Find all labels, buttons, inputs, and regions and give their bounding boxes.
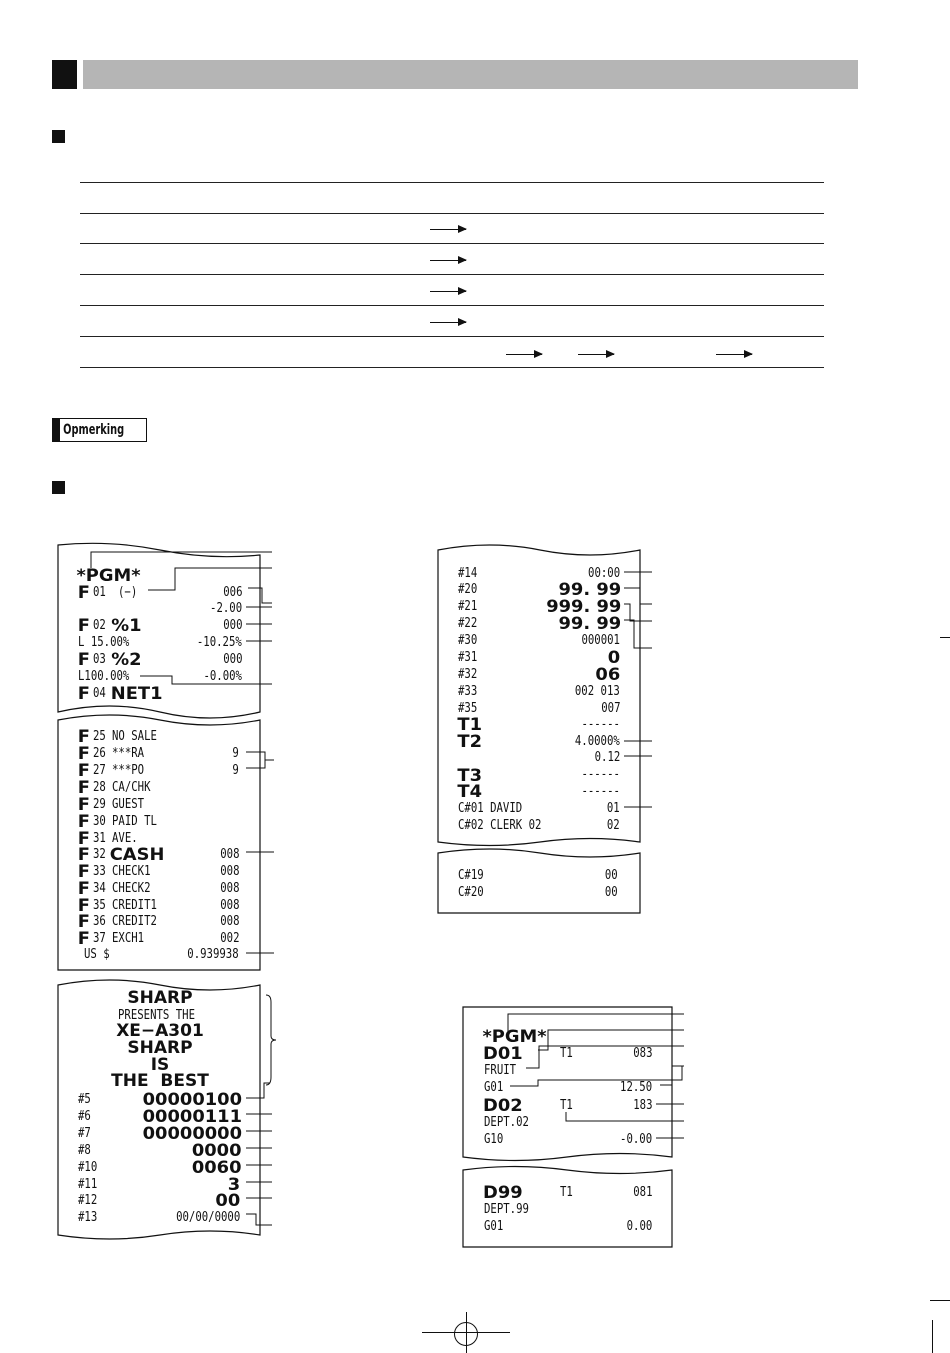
function-code: 29 xyxy=(93,797,106,812)
setting-value: 4.0000% xyxy=(575,734,620,749)
department-value: 183 xyxy=(632,1098,652,1113)
function-code: 01 xyxy=(93,585,106,600)
function-code: 04 xyxy=(93,686,106,701)
setting-code: #35 xyxy=(458,701,478,716)
function-name: L 15.00% xyxy=(78,635,130,650)
clerk-name: C#19 xyxy=(458,868,484,883)
setting-value: 0.12 xyxy=(594,750,620,765)
function-name: %2 xyxy=(111,650,142,670)
clerk-name: C#20 xyxy=(458,885,484,900)
function-name: GUEST xyxy=(112,797,145,812)
setting-value: ------ xyxy=(581,717,620,732)
function-value: 008 xyxy=(219,898,239,913)
setting-code: #10 xyxy=(78,1160,98,1175)
function-key-letter: F xyxy=(77,727,90,747)
function-name: CREDIT2 xyxy=(112,914,157,929)
function-name: ***PO xyxy=(112,763,145,778)
department-price: 0.00 xyxy=(626,1219,652,1234)
setting-code: #12 xyxy=(78,1193,98,1208)
function-code: 32 xyxy=(93,847,106,862)
clerk-code: 00 xyxy=(605,868,618,883)
function-value: 9 xyxy=(232,746,239,761)
function-code: 03 xyxy=(93,652,106,667)
setting-value: 000001 xyxy=(581,633,620,648)
setting-code: #31 xyxy=(458,650,478,665)
function-key-letter: F xyxy=(77,761,90,781)
department-price: 12.50 xyxy=(619,1080,652,1095)
logo-line: SHARP xyxy=(127,988,193,1008)
function-name: NO SALE xyxy=(112,729,157,744)
function-code: 36 xyxy=(93,914,106,929)
department-name: FRUIT xyxy=(484,1063,517,1078)
setting-value: 999. 99 xyxy=(546,597,622,617)
function-key-letter: F xyxy=(77,896,90,916)
tax-status: T1 xyxy=(560,1185,573,1200)
logo-line: XE−A301 xyxy=(116,1021,204,1041)
setting-code: #22 xyxy=(458,616,478,631)
function-code: 02 xyxy=(93,618,106,633)
function-name: ***RA xyxy=(112,746,145,761)
function-code: 25 xyxy=(93,729,106,744)
clerk-code: 02 xyxy=(607,818,620,833)
department-group: G01 xyxy=(484,1080,504,1095)
function-value: 008 xyxy=(219,881,239,896)
function-key-letter: F xyxy=(77,862,90,882)
function-name: NET1 xyxy=(110,684,163,704)
function-key-letter: F xyxy=(77,912,90,932)
tax-status: T1 xyxy=(560,1098,573,1113)
currency-rate: 0.939938 xyxy=(187,947,239,962)
function-key-letter: F xyxy=(77,684,90,704)
function-code: 35 xyxy=(93,898,106,913)
setting-code: #6 xyxy=(78,1109,91,1124)
setting-code: #21 xyxy=(458,599,478,614)
logo-line: IS xyxy=(150,1055,170,1075)
setting-value: 3 xyxy=(227,1175,241,1195)
setting-value: 06 xyxy=(595,665,621,685)
department-group: G01 xyxy=(484,1219,504,1234)
function-value: -0.00% xyxy=(203,669,242,684)
setting-value: 00000100 xyxy=(142,1090,243,1110)
setting-value: 00/00/0000 xyxy=(175,1210,240,1225)
setting-value: 99. 99 xyxy=(558,614,622,634)
function-name: CASH xyxy=(109,845,165,865)
function-value: 008 xyxy=(219,847,239,862)
setting-value: 0000 xyxy=(191,1141,242,1161)
setting-value: ------ xyxy=(581,767,620,782)
department-code: D01 xyxy=(483,1044,523,1064)
logo-line: THE BEST xyxy=(111,1071,209,1091)
setting-code: #32 xyxy=(458,667,478,682)
function-key-letter: F xyxy=(77,929,90,949)
function-key-letter: F xyxy=(77,616,90,636)
setting-code: #30 xyxy=(458,633,478,648)
function-code: 27 xyxy=(93,763,106,778)
setting-code: T4 xyxy=(457,782,483,802)
function-name: AVE. xyxy=(112,831,138,846)
function-value: 000 xyxy=(222,652,242,667)
setting-code: #5 xyxy=(78,1092,91,1107)
setting-code: T1 xyxy=(457,715,483,735)
function-value: 9 xyxy=(232,763,239,778)
function-code: 34 xyxy=(93,881,106,896)
setting-code: #7 xyxy=(78,1126,91,1141)
setting-value: ------ xyxy=(581,784,620,799)
department-value: 081 xyxy=(632,1185,652,1200)
department-name: DEPT.02 xyxy=(484,1115,529,1130)
setting-code: #8 xyxy=(78,1143,91,1158)
function-name: %1 xyxy=(111,616,142,636)
function-value: -2.00 xyxy=(209,601,242,616)
clerk-name: C#02 CLERK 02 xyxy=(458,818,542,833)
function-key-letter: F xyxy=(77,583,90,603)
department-group: G10 xyxy=(484,1132,504,1147)
function-key-letter: F xyxy=(77,845,90,865)
setting-value: 00:00 xyxy=(587,566,620,581)
function-value: 000 xyxy=(222,618,242,633)
function-name: CHECK2 xyxy=(112,881,151,896)
function-value: 006 xyxy=(222,585,242,600)
note-label: Opmerking xyxy=(52,418,147,442)
function-code: 26 xyxy=(93,746,106,761)
setting-value: 002 013 xyxy=(575,684,620,699)
function-code: 33 xyxy=(93,864,106,879)
function-name: (−) xyxy=(118,585,138,600)
function-code: 30 xyxy=(93,814,106,829)
setting-value: 00 xyxy=(215,1191,241,1211)
function-code: 28 xyxy=(93,780,106,795)
function-value: 002 xyxy=(219,931,239,946)
setting-value: 99. 99 xyxy=(558,580,622,600)
department-price: -0.00 xyxy=(619,1132,652,1147)
logo-line: PRESENTS THE xyxy=(118,1008,196,1023)
setting-value: 0060 xyxy=(191,1158,242,1178)
function-name: PAID TL xyxy=(112,814,157,829)
setting-code: #20 xyxy=(458,582,478,597)
function-key-letter: F xyxy=(77,744,90,764)
clerk-code: 00 xyxy=(605,885,618,900)
setting-value: 007 xyxy=(600,701,620,716)
setting-code: T3 xyxy=(457,766,483,786)
setting-code: T2 xyxy=(457,732,483,752)
logo-line: SHARP xyxy=(127,1038,193,1058)
setting-code: #14 xyxy=(458,566,478,581)
function-value: -10.25% xyxy=(197,635,242,650)
function-key-letter: F xyxy=(77,650,90,670)
currency-name: US $ xyxy=(84,947,110,962)
department-name: DEPT.99 xyxy=(484,1202,529,1217)
department-code: D99 xyxy=(483,1183,523,1203)
function-value: 008 xyxy=(219,864,239,879)
tax-status: T1 xyxy=(560,1046,573,1061)
department-value: 083 xyxy=(632,1046,652,1061)
setting-code: #33 xyxy=(458,684,478,699)
setting-code: #13 xyxy=(78,1210,98,1225)
function-name: EXCH1 xyxy=(112,931,145,946)
function-name: CREDIT1 xyxy=(112,898,157,913)
function-key-letter: F xyxy=(77,879,90,899)
function-code: 37 xyxy=(93,931,106,946)
setting-value: 00000000 xyxy=(142,1124,243,1144)
function-key-letter: F xyxy=(77,778,90,798)
function-code: 31 xyxy=(93,831,106,846)
setting-code: #11 xyxy=(78,1177,98,1192)
function-key-letter: F xyxy=(77,795,90,815)
department-code: D02 xyxy=(483,1096,523,1116)
setting-value: 0 xyxy=(607,648,621,668)
function-key-letter: F xyxy=(77,829,90,849)
clerk-name: C#01 DAVID xyxy=(458,801,523,816)
function-name: CHECK1 xyxy=(112,864,151,879)
function-name: L100.00% xyxy=(78,669,130,684)
setting-value: 00000111 xyxy=(142,1107,243,1127)
receipt-header: *PGM* xyxy=(76,566,141,586)
function-key-letter: F xyxy=(77,812,90,832)
function-value: 008 xyxy=(219,914,239,929)
clerk-code: 01 xyxy=(607,801,620,816)
receipt-header: *PGM* xyxy=(482,1027,547,1047)
function-name: CA/CHK xyxy=(112,780,151,795)
